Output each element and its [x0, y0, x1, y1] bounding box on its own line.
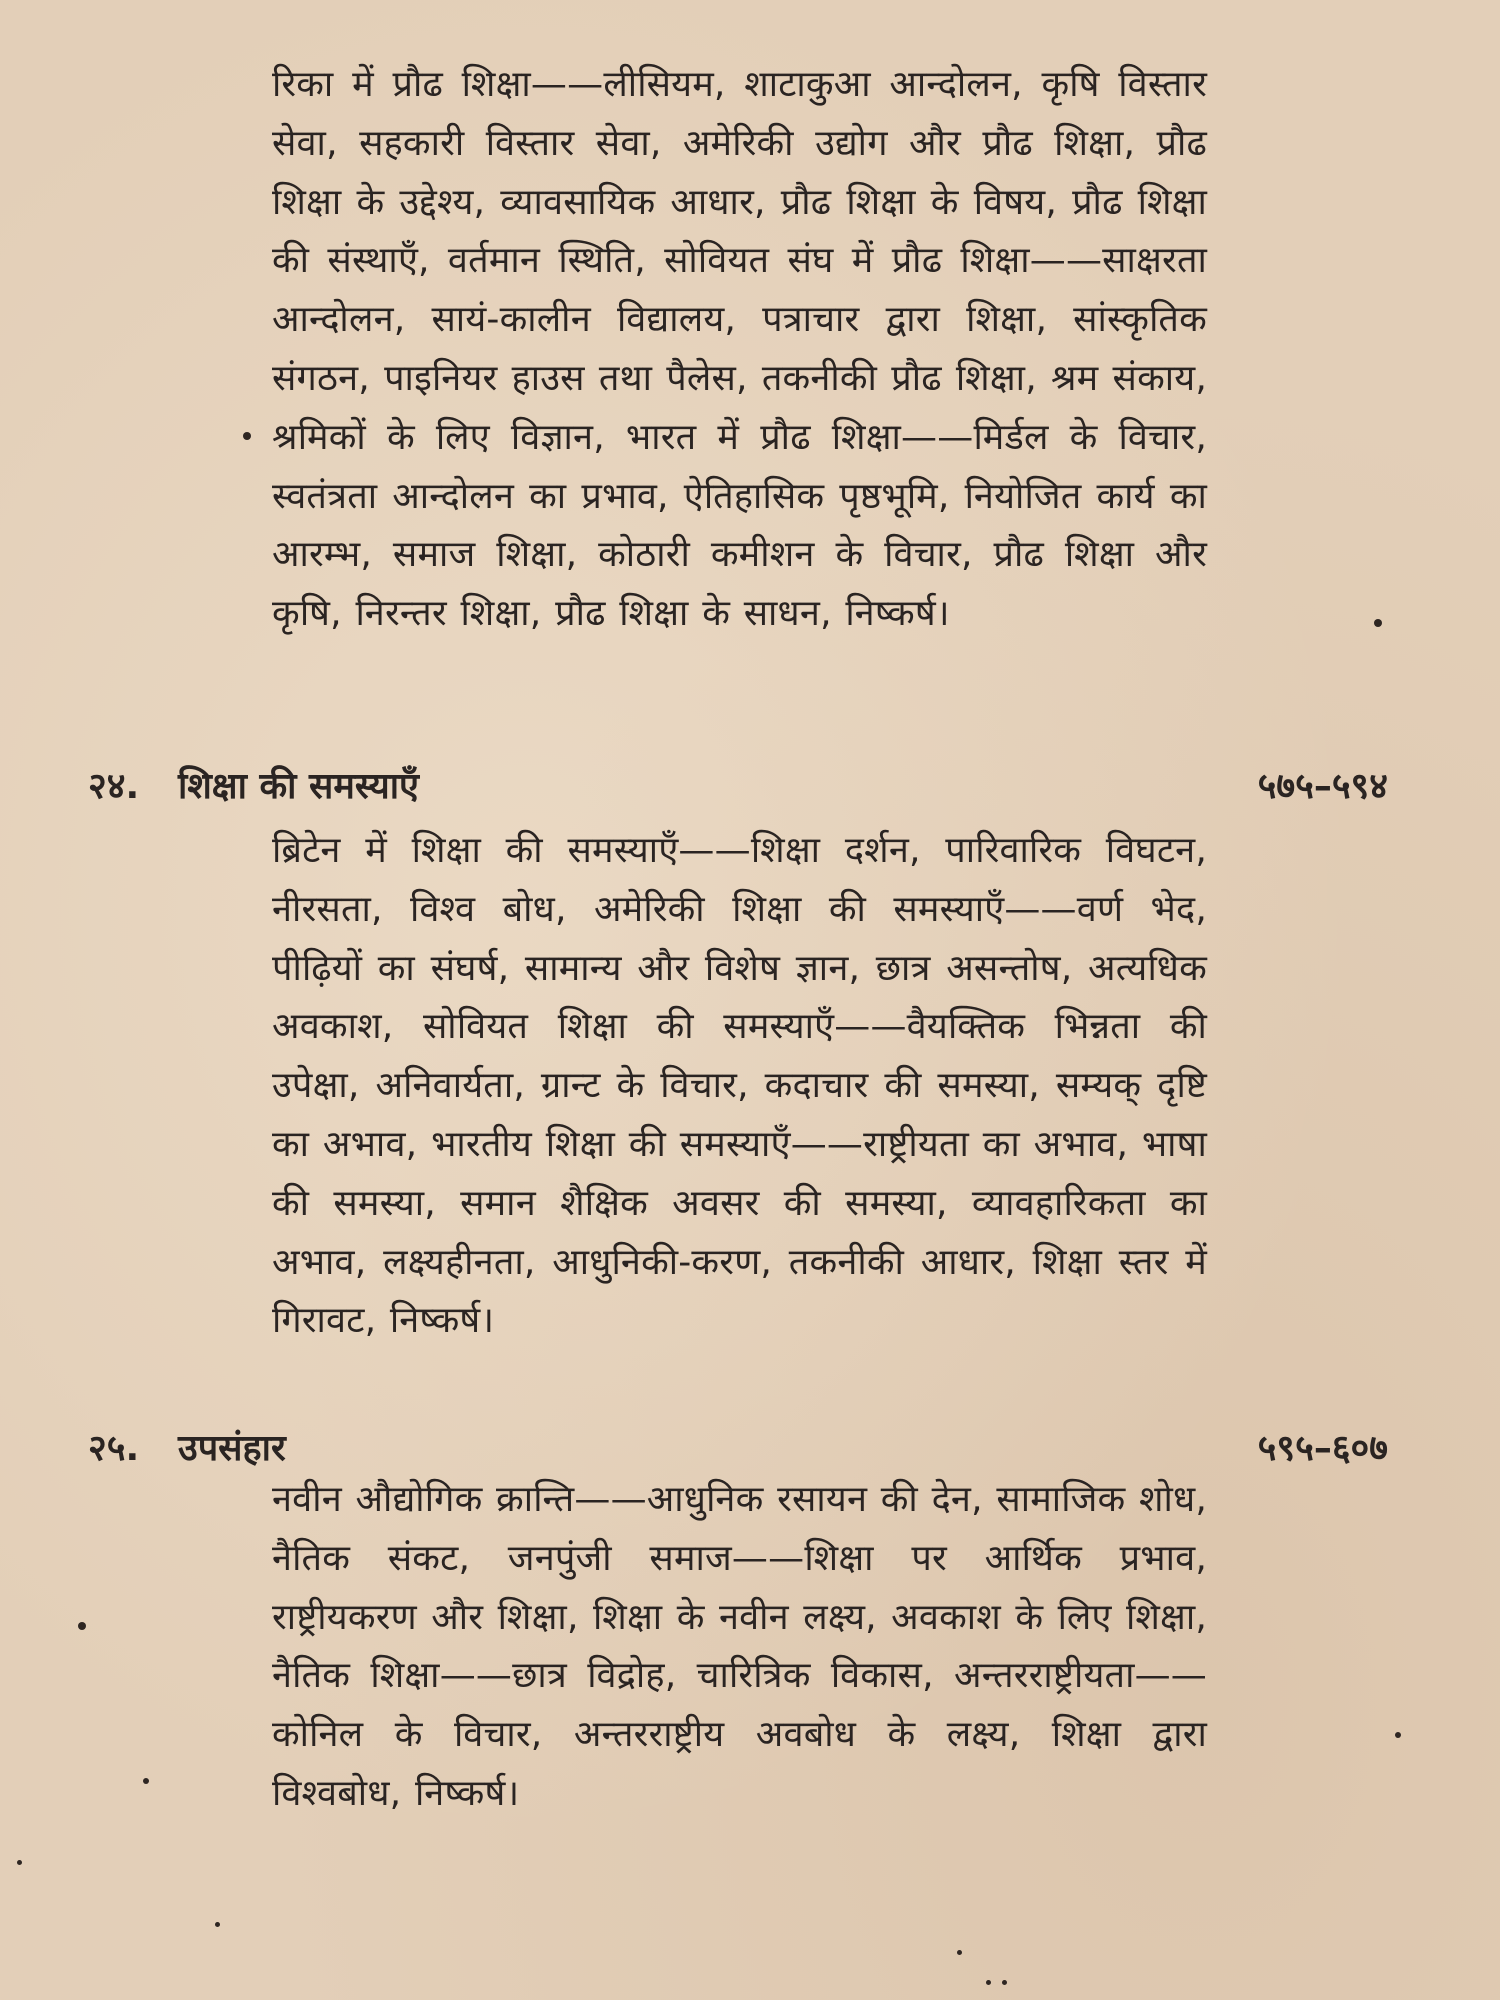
ink-speck — [215, 1922, 220, 1927]
chapter-number: २५. — [88, 1428, 140, 1469]
ink-speck — [986, 1980, 991, 1985]
ink-speck — [957, 1950, 962, 1955]
chapter-heading-25 — [88, 1424, 1388, 1474]
ink-speck — [1395, 1732, 1401, 1738]
chapter-title: उपसंहार — [178, 1428, 286, 1469]
chapter-page-range: ५७५–५९४ — [1257, 766, 1388, 807]
chapter-number: २४. — [88, 766, 140, 807]
chapter-continuation-text: रिका में प्रौढ शिक्षा——लीसियम, शाटाकुआ आन्दोलन, कृषि विस्तार सेवा, सहकारी विस्तार सेवा, अमेरिकी उद्योग और प्रौढ शिक्षा, प्रौढ शिक्षा के उद्देश्य, व्यावसायिक आधार, प्रौढ शिक्षा के विषय, प्रौढ शिक्षा की संस्थाएँ, वर्तमान स्थिति, सोवियत संघ में प्रौढ शिक्षा——साक्षरता आन्दोलन, सायं-कालीन विद्यालय, पत्राचार द्वारा शिक्षा, सांस्कृतिक संगठन, पाइनियर हाउस तथा पैलेस, तकनीकी प्रौढ शिक्षा, श्रम संकाय, श्रमिकों के लिए विज्ञान, भारत में प्रौढ शिक्षा——मिर्डल के विचार, स्वतंत्रता आन्दोलन का प्रभाव, ऐतिहासिक पृष्ठभूमि, नियोजित कार्य का आरम्भ, समाज शिक्षा, कोठारी कमीशन के विचार, प्रौढ शिक्षा और कृषि, निरन्तर शिक्षा, प्रौढ शिक्षा के साधन, निष्कर्ष। — [272, 64, 1207, 635]
ink-speck — [78, 1622, 86, 1630]
ink-speck — [1002, 1980, 1007, 1985]
chapter-summary-25: नवीन औद्योगिक क्रान्ति——आधुनिक रसायन की देन, सामाजिक शोध, नैतिक संकट, जनपुंजी समाज——शिक्षा पर आर्थिक प्रभाव, राष्ट्रीयकरण और शिक्षा, शिक्षा के नवीन लक्ष्य, अवकाश के लिए शिक्षा, नैतिक शिक्षा——छात्र विद्रोह, चारित्रिक विकास, अन्तरराष्ट्रीयता——कोनिल के विचार, अन्तरराष्ट्रीय अवबोध के लक्ष्य, शिक्षा द्वारा विश्वबोध, निष्कर्ष। — [272, 1479, 1208, 1814]
chapter-summary-24: ब्रिटेन में शिक्षा की समस्याएँ——शिक्षा दर्शन, पारिवारिक विघटन, नीरसता, विश्व बोध, अमेरिकी शिक्षा की समस्याएँ——वर्ण भेद, पीढ़ियों का संघर्ष, सामान्य और विशेष ज्ञान, छात्र असन्तोष, अत्यधिक अवकाश, सोवियत शिक्षा की समस्याएँ——वैयक्तिक भिन्नता की उपेक्षा, अनिवार्यता, ग्रान्ट के विचार, कदाचार की समस्या, सम्यक् दृष्टि का अभाव, भारतीय शिक्षा की समस्याएँ——राष्ट्रीयता का अभाव, भाषा की समस्या, समान शैक्षिक अवसर की समस्या, व्यावहारिकता का अभाव, लक्ष्यहीनता, आधुनिकी-करण, तकनीकी आधार, शिक्षा स्तर में गिरावट, निष्कर्ष। — [272, 830, 1207, 1342]
ink-speck — [17, 1860, 22, 1865]
ink-speck — [243, 432, 251, 440]
chapter-title: शिक्षा की समस्याएँ — [178, 766, 419, 807]
chapter-page-range: ५९५–६०७ — [1257, 1428, 1388, 1469]
ink-speck — [143, 1778, 149, 1784]
chapter-heading-24 — [88, 762, 1388, 812]
ink-speck — [1374, 619, 1382, 627]
